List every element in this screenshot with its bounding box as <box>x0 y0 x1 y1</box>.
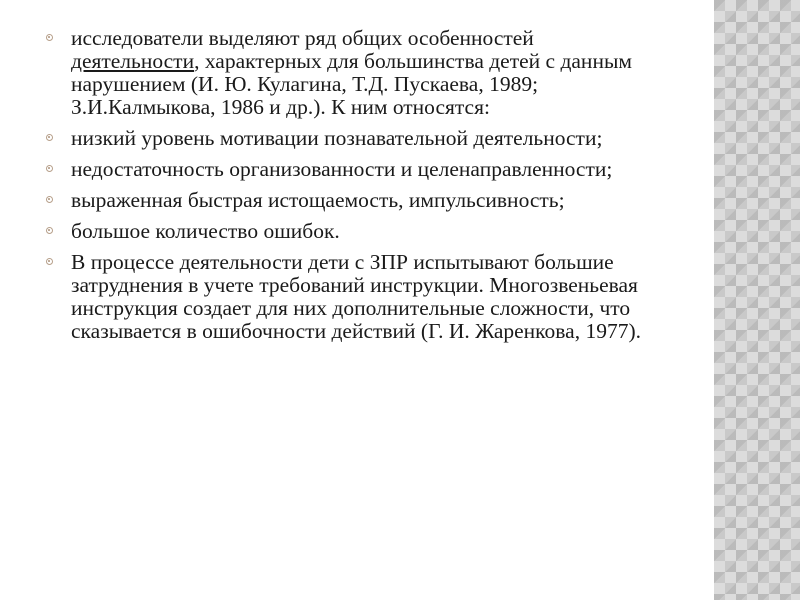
bullet-circle-icon <box>46 227 53 234</box>
bullet-text: выраженная быстрая истощаемость, импульсивность; <box>71 188 565 212</box>
underlined-link-text: деятельности <box>71 49 195 73</box>
bullet-circle-icon <box>46 165 53 172</box>
bullet-list <box>46 27 656 343</box>
bullet-text-after: , характерных для большинства детей с данным нарушением (И. Ю. Кулагина, Т.Д. Пускаева, 1989; З.И.Калмыкова, 1986 и др.). К ним относятся: <box>71 49 632 119</box>
bullet-item-errors <box>46 220 656 243</box>
bullet-text: большое количество ошибок. <box>71 219 340 243</box>
bullet-circle-icon <box>46 134 53 141</box>
bullet-circle-icon <box>46 196 53 203</box>
bullet-text: низкий уровень мотивации познавательной деятельности; <box>71 126 603 150</box>
bullet-item-motivation <box>46 127 656 150</box>
bullet-item-organization <box>46 158 656 181</box>
bullet-circle-icon <box>46 34 53 41</box>
bullet-text-before: исследователи выделяют ряд общих особенностей <box>71 26 534 50</box>
bullet-circle-icon <box>46 258 53 265</box>
bullet-item-intro <box>46 27 656 119</box>
slide-content <box>46 27 656 351</box>
bullet-text: недостаточность организованности и целенаправленности; <box>71 157 613 181</box>
bullet-item-exhaustion <box>46 189 656 212</box>
bullet-item-instructions <box>46 251 656 343</box>
decorative-pattern-panel <box>714 0 800 600</box>
bullet-text: В процессе деятельности дети с ЗПР испытывают большие затруднения в учете требований инструкции. Многозвеньевая инструкция создает для них дополнительные сложности, что сказывается в ошибочности действий (Г. И. Жаренкова, 1977). <box>71 250 641 343</box>
